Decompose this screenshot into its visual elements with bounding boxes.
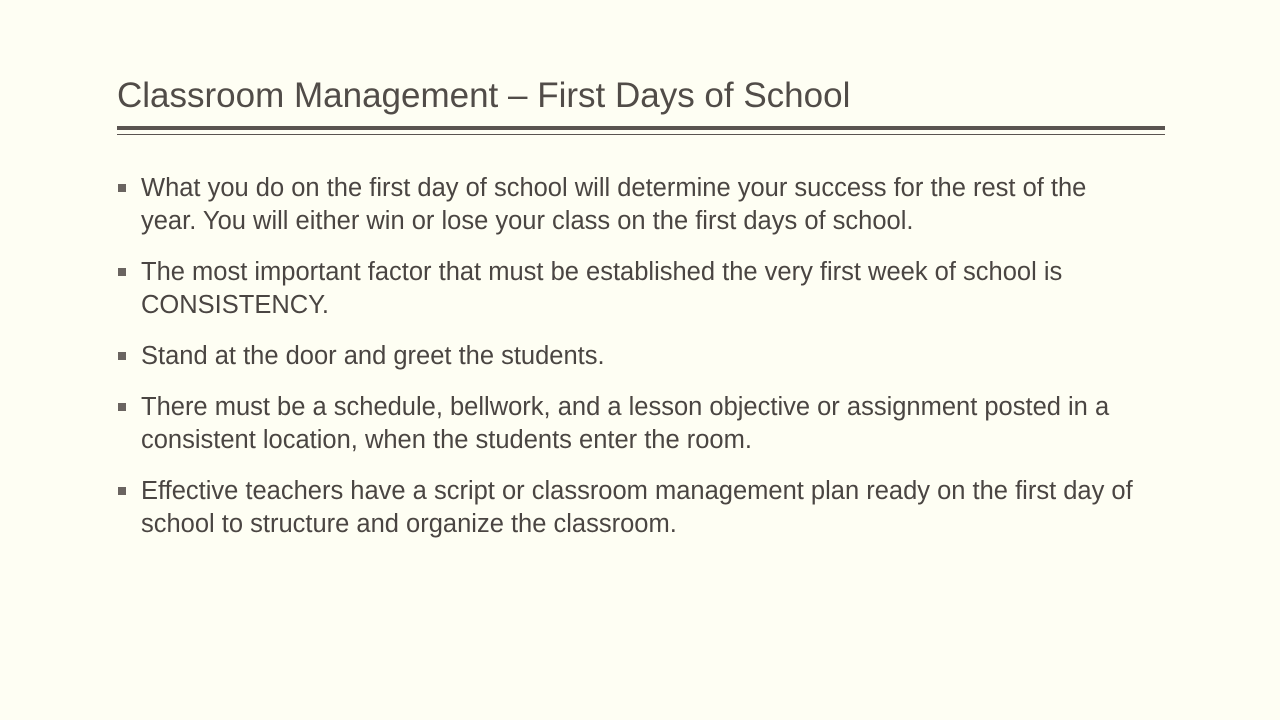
bullet-item — [117, 256, 1137, 322]
bullet-text: Effective teachers have a script or classroom management plan ready on the first day of school to structure and organize the classroom. — [141, 477, 1133, 538]
bullet-item — [117, 391, 1137, 457]
square-bullet-icon — [118, 487, 126, 495]
square-bullet-icon — [118, 268, 126, 276]
slide-title: Classroom Management – First Days of School — [117, 76, 851, 115]
title-divider-thick — [117, 126, 1165, 130]
bullet-item — [117, 340, 1137, 373]
title-divider-thin — [117, 134, 1165, 135]
bullet-text: The most important factor that must be established the very first week of school is CONSISTENCY. — [141, 258, 1063, 319]
bullet-list — [117, 172, 1137, 559]
square-bullet-icon — [118, 352, 126, 360]
square-bullet-icon — [118, 403, 126, 411]
bullet-text: What you do on the first day of school will determine your success for the rest of the year. You will either win or lose your class on the first days of school. — [141, 174, 1087, 235]
bullet-item — [117, 172, 1137, 238]
bullet-item — [117, 475, 1137, 541]
square-bullet-icon — [118, 184, 126, 192]
bullet-text: There must be a schedule, bellwork, and a lesson objective or assignment posted in a consistent location, when the students enter the room. — [141, 393, 1110, 454]
bullet-text: Stand at the door and greet the students. — [141, 342, 605, 370]
